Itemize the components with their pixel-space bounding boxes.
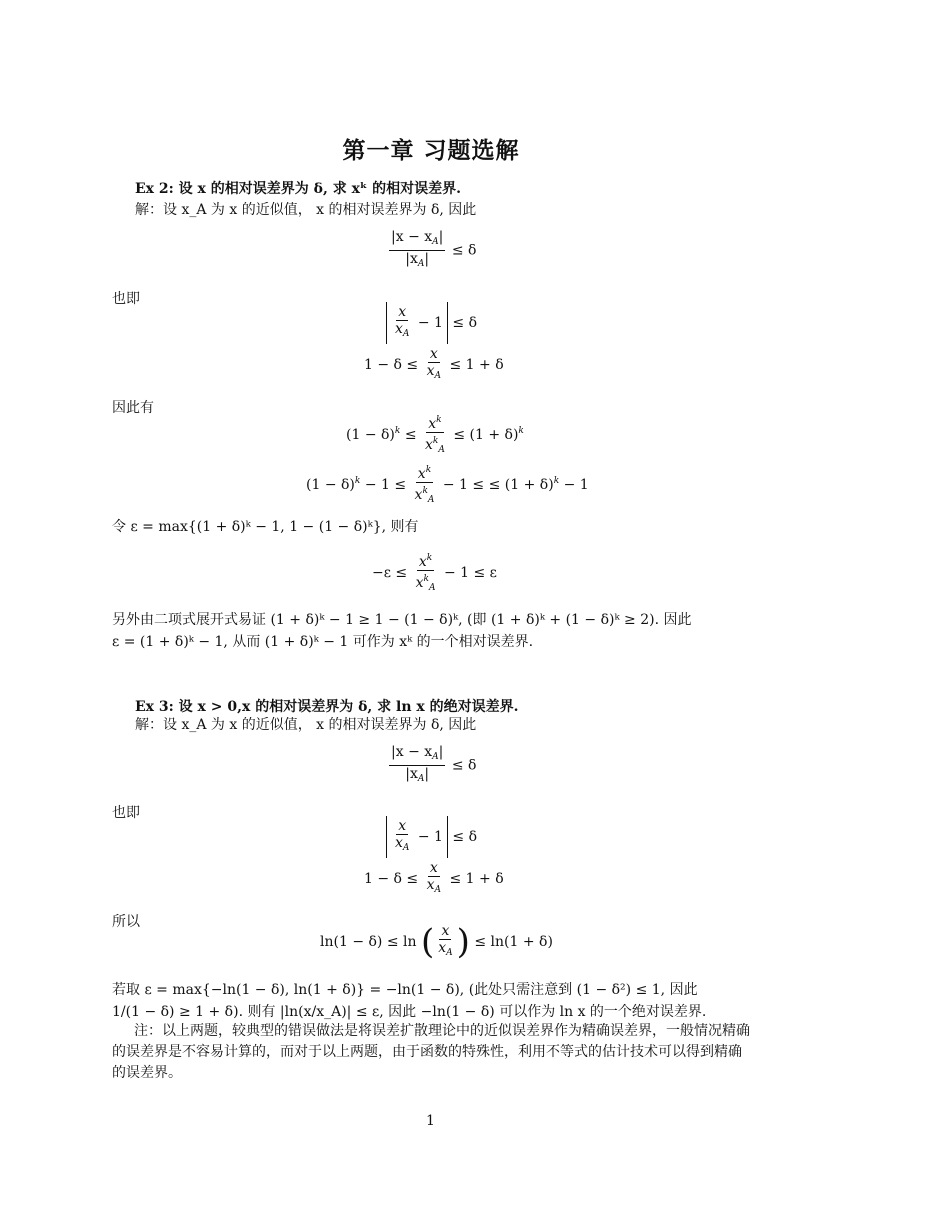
ex2-text-yeji: 也即 [112, 291, 140, 307]
ex2-text-yinciyou: 因此有 [112, 400, 154, 416]
fraction: $\frac{|x - x_A|}{|x_A|}$ [391, 229, 444, 269]
ex2-text-ling: 令 ε = max{(1 + δ)ᵏ − 1, 1 − (1 − δ)ᵏ}, 则有 [112, 519, 419, 535]
ex2-intro: 解：设 x_A 为 x 的近似值， x 的相对误差界为 δ, 因此 [135, 202, 477, 218]
ex2-heading: Ex 2: 设 x 的相对误差界为 δ, 求 xᵏ 的相对误差界. [135, 181, 462, 197]
ex2-eq-epsilon: −ε ≤ $\frac{x^k}{x^k_A}$ − 1 ≤ ε [372, 550, 497, 596]
ex3-intro: 解：设 x_A 为 x 的近似值， x 的相对误差界为 δ, 因此 [135, 717, 477, 733]
ex2-eq-power-bounds-minus-one: $(1 - \delta)^k - 1$ ≤ $\frac{x^k}{x^k_A}$ − 1 ≤ ≤ $(1 + \delta)^k - 1$ [306, 462, 589, 508]
ex3-eq-relative-error: $\frac{|x - x_A|}{|x_A|}$ ≤ δ [391, 744, 477, 784]
ex2-eq-power-bounds: $(1 - \delta)^k$ ≤ $\frac{x^k}{x^k_A}$ ≤ $(1 + \delta)^k$ [346, 412, 524, 458]
chapter-title: 第一章 习题选解 [342, 138, 520, 164]
ex3-text-suoyi: 所以 [112, 914, 140, 930]
ex3-heading: Ex 3: 设 x > 0,x 的相对误差界为 δ, 求 ln x 的绝对误差界. [135, 699, 519, 715]
ex2-conclusion-line-2: ε = (1 + δ)ᵏ − 1, 从而 (1 + δ)ᵏ − 1 可作为 xᵏ 的一个相对误差界. [112, 634, 534, 650]
ex2-eq-abs-ratio: $\frac{x}{x_A}$ − 1 ≤ δ [386, 302, 477, 344]
ex2-conclusion-line-1: 另外由二项式展开式易证 (1 + δ)ᵏ − 1 ≥ 1 − (1 − δ)ᵏ, (即 (1 + δ)ᵏ + (1 − δ)ᵏ ≥ 2). 因此 [112, 612, 692, 628]
ex2-eq-bounds: 1 − δ ≤ $\frac{x}{x_A}$ ≤ 1 + δ [364, 346, 504, 381]
ex3-note: 注：以上两题，较典型的错误做法是将误差扩散理论中的近似误差界作为精确误差界，一般情况精确的误差界是不容易计算的，而对于以上两题，由于函数的特殊性，利用不等式的估计技术可以得到精确的误差界。 [112, 1023, 750, 1081]
page-number: 1 [426, 1113, 435, 1129]
ex3-eq-log-bounds: ln(1 − δ) ≤ ln ( $\frac{x}{x_A}$ ) ≤ ln(1 + δ) [320, 922, 553, 962]
ex3-conclusion-line-1: 若取 ε = max{−ln(1 − δ), ln(1 + δ)} = −ln(1 − δ), (此处只需注意到 (1 − δ²) ≤ 1, 因此 [112, 982, 698, 998]
ex3-eq-abs-ratio: $\frac{x}{x_A}$ − 1 ≤ δ [386, 816, 477, 858]
ex3-eq-bounds: 1 − δ ≤ $\frac{x}{x_A}$ ≤ 1 + δ [364, 860, 504, 895]
ex3-text-yeji: 也即 [112, 805, 140, 821]
ex2-eq-relative-error: $\frac{|x - x_A|}{|x_A|}$ ≤ δ [387, 229, 476, 272]
ex3-conclusion-line-2: 1/(1 − δ) ≥ 1 + δ). 则有 |ln(x/x_A)| ≤ ε, 因此 −ln(1 − δ) 可以作为 ln x 的一个绝对误差界. [112, 1004, 707, 1020]
